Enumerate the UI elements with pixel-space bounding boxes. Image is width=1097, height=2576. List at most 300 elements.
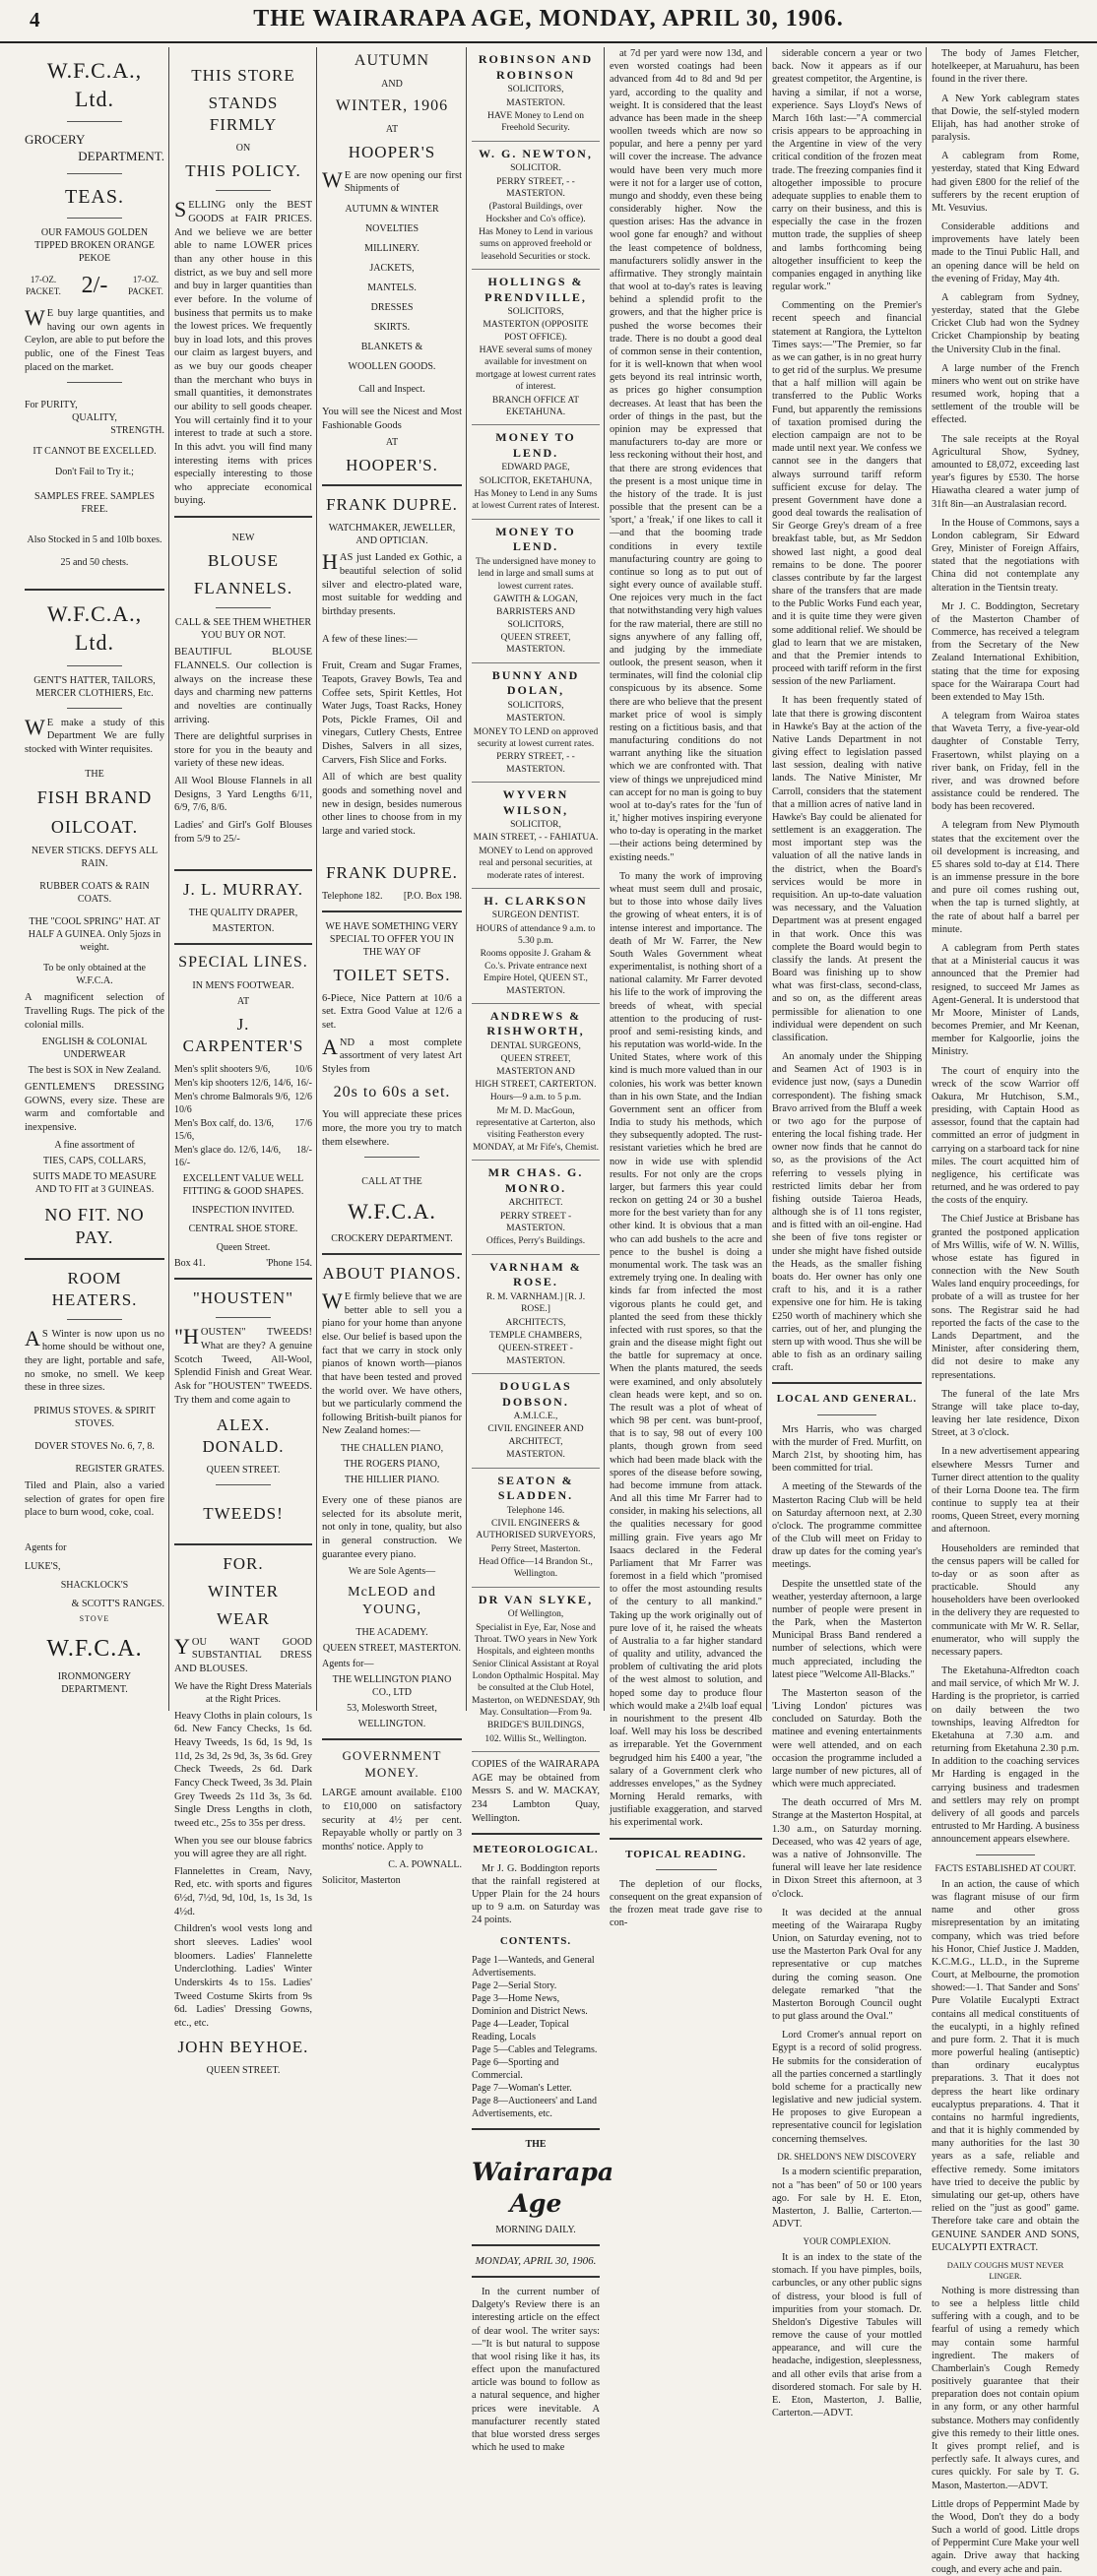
tea-description: OUR FAMOUS GOLDEN TIPPED BROKEN ORANGE PEKOE: [34, 226, 155, 264]
masthead: [0, 0, 1097, 43]
po-box-label: [P.O. Box 198.: [403, 890, 462, 902]
at-label: AT: [385, 437, 399, 449]
register-text: REGISTER GRATES.: [75, 1463, 164, 1475]
news-paragraph: A cablegram from Rome, yesterday, stated that King Edward had given £800 for the relief of the sufferers by the recent eruption of Mt. Vesuvius.: [932, 151, 1079, 214]
professional-ad: [472, 1004, 600, 1161]
rogers-text: THE ROGERS PIANO,: [344, 1459, 440, 1471]
divider: [322, 484, 462, 486]
underwear-text: ENGLISH & COLONIAL UNDERWEAR: [41, 1037, 148, 1061]
pianos-heading: ABOUT PIANOS.: [322, 1263, 462, 1283]
professional-ad: [472, 889, 600, 1004]
edition-date: MONDAY, APRIL 30, 1906.: [475, 2254, 597, 2267]
wfca-heading: W.F.C.A.: [348, 1199, 436, 1225]
hoopers-heading: HOOPER'S.: [346, 456, 438, 475]
shoe-price: 16/-: [295, 1078, 312, 1090]
ad-line: MASTERTON.: [506, 97, 565, 108]
challen-text: THE CHALLEN PIANO,: [340, 1443, 444, 1455]
shoe-price: 12/6: [294, 1092, 312, 1103]
carpenter-heading: J. CARPENTER'S: [182, 1015, 304, 1056]
ad-line: SOLICITORS,: [507, 307, 564, 318]
hooper-item: JACKETS,: [369, 262, 415, 274]
ad-line: Perry Street, Masterton.: [490, 1543, 581, 1554]
box-label: Box 41.: [174, 1258, 206, 1270]
ad-line: Mr M. D. MacGoun, representative at Carterton, also visiting Featherston every MONDAY, at Mr Fife's, Chemist.: [472, 1105, 600, 1153]
divider: [817, 1414, 877, 1415]
contents-item: Page 3—Home News, Dominion and District News.: [472, 1992, 588, 2017]
opening-text: WE are now opening our first Shipments of: [322, 166, 462, 195]
special-text: WE HAVE SOMETHING VERY SPECIAL TO OFFER YOU IN THE WAY OF: [325, 920, 459, 958]
complete-text: AND a most complete assortment of very latest Art Styles from: [322, 1034, 462, 1075]
news-paragraph: The court of enquiry into the wreck of the scow Warrior off Oakura, Mr Hutchison, S.M., presiding, with Captain Hood as assessor, found that the captain had committed an error of judgment in carrying on a starboard tack for nine miles. The court acquitted him of negligence, his certificate was returned, and he was ordered to pay the costs of the enquiry.: [932, 1065, 1079, 1207]
ad-line: Has Money to Lend in any Sums at lowest Current rates of Interest.: [472, 489, 600, 512]
divider: [976, 1854, 1035, 1855]
quality-label: QUALITY,: [72, 412, 117, 424]
chests-text: 25 and 50 chests.: [60, 557, 129, 569]
lukes-label: LUKE'S,: [25, 1560, 61, 1572]
masterton-text: MASTERTON.: [212, 923, 275, 935]
ad-line: HOURS of attendance 9 a.m. to 5.30 p.m.: [476, 923, 596, 947]
contents-heading: CONTENTS.: [499, 1935, 572, 1948]
wfca-heading: W.F.C.A., Ltd.: [46, 58, 143, 111]
facts-heading: FACTS ESTABLISHED AT COURT.: [935, 1863, 1076, 1874]
hooper-item: BLANKETS &: [360, 341, 423, 352]
divider: [772, 1382, 922, 1384]
topical-reading-heading: TOPICAL READING.: [625, 1848, 746, 1860]
ad-line: Offices, Perry's Buildings.: [485, 1236, 586, 1247]
call-at-text: CALL AT THE: [361, 1176, 422, 1188]
mcleod-heading: McLEOD and YOUNG,: [348, 1585, 436, 1618]
contents-item: Page 7—Woman's Letter.: [472, 2082, 572, 2094]
facts-text: In an action, the cause of which was flagrant misuse of our firm name and other gross misrepresentation by an imitating company, which was tried before his Honor, Chief Justice J. Madden, K.C.M.G., LL.D., in the Supreme Court, at Melbourne, the promotion showed:—1. That Sander and Sons' Pure Volatile Eucalypti Extract contains all medical constituents of the eucalypti, in a highly refined and pure form. 2. That it is much more powerful healing (antiseptic) than ordinary eucalyptus preparations. 3. That it does not depress the heart like ordinary eucalyptus preparations. 4. That it contains no harmful ingredients, and that it is highly commended by many authorities for the last 30 years as a safe, reliable and effective remedy. Some imitators have tried to deceive the public by simulating our get-up, others have relied on the "just as good" game. Therefore take care and obtain the GENUINE SANDER AND SONS, EUCALYPTI EXTRACT.: [932, 1878, 1079, 2253]
divider: [656, 1869, 717, 1870]
government-money-heading: GOVERNMENT MONEY.: [342, 1747, 442, 1780]
meteorological-text: Mr J. G. Boddington reports that the rainfall registered at Upper Plain for the 24 hours up to 9 a.m. on Saturday was 24 points.: [472, 1862, 600, 1926]
local-paragraph: Lord Cromer's annual report on Egypt is a record of solid progress. He submits for the consideration of all the parties concerned a startlingly bold scheme for a practically new legislative and new judicial system. He proposes to give European a representative council for legislation concerning themselves.: [772, 2030, 922, 2145]
ad-line: HIGH STREET, CARTERTON.: [475, 1080, 597, 1091]
toilet-sets-heading: TOILET SETS.: [333, 965, 451, 984]
shoe-price-row: [174, 1144, 312, 1169]
ad-line: SOLICITOR, EKETAHUNA,: [479, 475, 593, 486]
professional-ad: [472, 1161, 600, 1255]
queen-street-text: Queen Street.: [216, 1242, 271, 1254]
article-paragraph: siderable concern a year or two back. Now it appears as if our greatest competitor, the Argentine, is having a similar, if not a worse, experience. Says Lloyd's News of March 16th last:—"A commercial crisis appears to be approaching in the Argentine in view of the very critical condition of the frozen meat trade. The freezing companies find it altogether impossible to procure adequate supplies to enable them to carry on their business, and this is especially the case in the frozen mutton trade, the supplies of sheep and lambs forthcoming being altogether insufficient to keep the companies engaged in anything like regular work.": [772, 48, 922, 293]
pianos-text: WE firmly believe that we are better able to sell you a piano for your home than anyone else. Our belief is based upon the fact that we carry in stock only pianos of known worth—pianos that have been tested and proved the world over. We have others, but we particularly commend the following British-built pianos for New Zealand homes:—: [322, 1288, 462, 1437]
ad-line: SOLICITORS,: [507, 700, 564, 711]
cool-spring-text: THE "COOL SPRING" HAT. AT HALF A GUINEA. Only 5jozs in weight.: [28, 916, 161, 954]
watchmaker-text: WATCHMAKER, JEWELLER, AND OPTICIAN.: [328, 523, 456, 547]
complexion-heading: YOUR COMPLEXION.: [803, 2236, 891, 2247]
appreciate-text: You will appreciate these prices more, the more you try to match them elsewhere.: [322, 1109, 462, 1148]
contents-item: Page 1—Wanteds, and General Advertisements.: [472, 1954, 595, 1979]
excelled-text: IT CANNOT BE EXCELLED.: [32, 446, 157, 458]
housten-text: "HOUSTEN" TWEEDS! What are they? A genuine Scotch Tweed, All-Wool, Splendid Finish and Great Wear. Ask for "HOUSTEN" TWEEDS. Try them and come again to: [174, 1324, 312, 1406]
professional-ad: [472, 1374, 600, 1469]
ad-line: Specialist in Eye, Ear, Nose and Throat. TWO years in New York Hospitals, and eighteen months Senior Clinical Assistant at Royal London Opthalmic Hospital. May be consulted at the Club Hotel, Masterton, on WEDNESDAY, 9th May. Consultation—From 9a.: [472, 1622, 600, 1719]
professional-ad: [472, 270, 600, 425]
ad-line: 102. Willis St., Wellington.: [484, 1733, 587, 1744]
samples-text: SAMPLES FREE. SAMPLES FREE.: [34, 491, 155, 516]
special-lines-heading: SPECIAL LINES.: [178, 954, 308, 972]
beautiful-text: BEAUTIFUL BLOUSE FLANNELS. Our collection is always on the increase these days and charming new patterns and novelties are continually arriving.: [174, 647, 312, 725]
ad-line: MASTERTON.: [506, 714, 565, 724]
telephone-label: Telephone 182.: [322, 890, 383, 902]
packet-label: 17-OZ. PACKET.: [26, 274, 61, 296]
wool-text: All Wool Blouse Flannels in all Designs, 3 Yard Lengths 6/11, 6/9, 7/6, 8/6.: [174, 776, 312, 814]
room-heaters-text: AS Winter is now upon us no home should be without one, they are light, portable and safe, no smoke, no smell. We keep these in three sizes.: [25, 1325, 164, 1394]
wfca-heading: W.F.C.A., Ltd.: [46, 601, 143, 655]
purity-label: For PURITY,: [25, 400, 78, 411]
hooper-item: SKIRTS.: [373, 321, 411, 333]
wellington-piano-text: THE WELLINGTON PIANO CO., LTD: [332, 1673, 452, 1698]
contents-item: Page 5—Cables and Telegrams.: [472, 2043, 598, 2055]
box-phone-row: [174, 1257, 312, 1270]
news-paragraph: The body of James Fletcher, hotelkeeper, at Maruahuru, has been found in the river there.: [932, 48, 1079, 86]
packet-label: 17-OZ. PACKET.: [128, 274, 163, 296]
housten-heading: "HOUSTEN": [192, 1288, 294, 1308]
divider: [174, 869, 312, 871]
divider: [174, 516, 312, 518]
ad-line: Hours—9 a.m. to 5 p.m.: [489, 1093, 582, 1103]
divider: [472, 2128, 600, 2130]
selling-text: SELLING only the BEST GOODS at FAIR PRICES. And we believe we are better able to name LOWER prices than any other house in this district, as we buy and sell more and buy in larger quantities than ever before. In the volume of business that permits us to make the lowest prices. We frequently buy in load lots, and this proves our claim as largest buyers, and as we buy our goods cheaper than the merchant who buys in small quantities, it demonstrates our ability to sell goods cheaper. You will certainly find it to your interest to trade at such a store. In this advt. you will find many interesting items with prices especially interesting to those who appreciate economical buying.: [174, 197, 312, 507]
ad-line: GAWITH & LOGAN,: [493, 594, 578, 604]
article-paragraph: It has been frequently stated of late that there is growing discontent in Hawke's Bay at the action of the Native Lands Department in not giving effect to legislation passed last session, dealing with native lands. The Native Minister, Mr Carroll, considers that the statement that a million acres of native land in Hawke's Bay could be alienated for settlement is an exaggeration. The most important step was the valuation of all the native lands in the district, when the Board's services would be more in requisition. An up-to-date valuation was necessary, and the Valuation Department was at present engaged in that work. Once this was complete the Board would begin to classify the lands. At present the Board was finishing up to show what was first-class, second-class, and so on, as the different areas permissible for alienation to one individual were dependent on such classification.: [772, 695, 922, 1043]
oilcoat-heading: OILCOAT.: [50, 816, 139, 837]
landed-text: HAS just Landed ex Gothic, a beautiful selection of solid silver and electro-plated ware, most suitable for wedding and birthday presents.: [322, 549, 462, 617]
molesworth-text: 53, Molesworth Street,: [347, 1702, 437, 1714]
cough-heading: DAILY COUGHS MUST NEVER LINGER.: [946, 2259, 1065, 2281]
ad-name: BUNNY AND DOLAN,: [491, 667, 580, 698]
ad-line: PERRY STREET, - - MASTERTON.: [496, 752, 575, 775]
professional-ad: [472, 663, 600, 783]
pownall-text: C. A. POWNALL.: [388, 1858, 462, 1870]
tea-price: 2/-: [81, 272, 108, 298]
ad-line: MASTERTON (OPPOSITE POST OFFICE).: [483, 320, 589, 343]
ironmongery-text: IRONMONGERY DEPARTMENT.: [57, 1671, 132, 1696]
gowns-text: GENTLEMEN'S DRESSING GOWNS, every size. These are warm and comfortable and inexpensive.: [25, 1082, 164, 1134]
ad-line: CIVIL ENGINEERS & AUTHORISED SURVEYORS,: [476, 1519, 596, 1541]
ad-line: CIVIL ENGINEER AND ARCHITECT,: [487, 1424, 584, 1447]
ad-line: SOLICITORS,: [507, 85, 564, 95]
shoe-price-row: [174, 1077, 312, 1090]
copies-text: COPIES of the WAIRARAPA AGE may be obtained from Messrs S. and W. MACKAY, 234 Lambton Quay, Wellington.: [472, 1759, 600, 1824]
ad-line: MONEY TO LEND on approved security at lowest current rates.: [473, 726, 599, 749]
local-paragraph: The death occurred of Mrs M. Strange at the Masterton Hospital, at 1.30 a.m., on Saturday morning. Deceased, who was 42 years of age, was a native of Johnsonville. The funeral will leave her late residence in Dixon Street this afternoon, at 3 o'clock.: [772, 1797, 922, 1900]
professional-ad: [472, 47, 600, 142]
hatter-text: GENT'S HATTER, TAILORS, MERCER CLOTHIERS, Etc.: [33, 674, 156, 699]
beyhoe-heading: JOHN BEYHOE.: [177, 2037, 309, 2056]
hooper-item: AUTUMN & WINTER: [345, 203, 439, 215]
golf-text: Ladies' and Girl's Golf Blouses from 5/9 to 25/-: [174, 819, 312, 845]
ad-line: EDWARD PAGE,: [501, 463, 570, 473]
ad-line: (Pastoral Buildings, over Hocksher and Co's office).: [485, 202, 586, 224]
winter-heading: WINTER: [207, 1581, 280, 1601]
hooper-item: MANTELS.: [367, 282, 417, 293]
at-label: AT: [385, 123, 399, 135]
ad-line: MONEY to Lend on approved real and personal securities, at moderate rates of interest.: [479, 846, 593, 881]
news-paragraph: The sale receipts at the Royal Agricultural Show, Sydney, amounted to £8,072, exceeding last year's figures by £530. The horse Hiawatha cleared a water jump of 31ft 8in—an Australasian record.: [932, 433, 1079, 510]
rugs-text: A magnificent selection of Travelling Rugs. The pick of the colonial mills.: [25, 992, 164, 1031]
tins-text: Also Stocked in 5 and 10lb boxes.: [27, 534, 162, 546]
queen-street-text: QUEEN STREET.: [206, 2064, 281, 2076]
shoe-price: 17/6: [294, 1118, 312, 1130]
ad-name: SEATON & SLADDEN.: [497, 1473, 574, 1503]
the-label: THE: [85, 769, 104, 781]
stands-heading: STANDS FIRMLY: [208, 94, 279, 135]
ad-name: DOUGLAS DOBSON.: [499, 1378, 572, 1409]
col6-article: [772, 47, 922, 1374]
divider: [216, 1484, 271, 1485]
agents-for-text: Agents for—: [322, 1658, 374, 1669]
professional-ad: [472, 142, 600, 270]
column-3: [317, 47, 467, 1886]
ad-line: QUEEN STREET, MASTERTON AND: [496, 1054, 575, 1077]
ad-line: Rooms opposite J. Graham & Co.'s. Private entrance next Empire Hotel, QUEEN ST., MASTERTON.: [480, 949, 592, 996]
column-1: [20, 47, 169, 1711]
hooper-item: NOVELTIES: [364, 222, 419, 234]
sheldon-text: Is a modern scientific preparation, not a "has been" of 50 or 100 years ago. For sale by H. E. Eton, Masterton, J. Ballie, Carterton.—ADVT.: [772, 2167, 922, 2230]
hooper-item: DRESSES: [370, 301, 414, 313]
column-7: [927, 47, 1084, 2575]
ad-name: DR VAN SLYKE,: [478, 1592, 594, 1606]
ad-name: W. G. NEWTON,: [479, 146, 593, 160]
article-paragraph: at 7d per yard were now 13d, and even worsted coatings had been advanced from 4d to 8d and 9d per yard, according to the quality and weight. It is considered that the least advance has been made in the sheep woollen tweeds which are now so popular, and here a penny per yard will cover the increase. The advance would have been very much more were it not for a larger use of cotton, mungo and shoddy, even these being considerably higher. Now the question arises: Has the advance in wool gone far enough? and without the least competence of boldness, manufacturers solidly answer in the affirmative. They strongly maintain that wool at to-day's rates is leaving behind a splendid profit to the growers, and that the higher price is pushed the worse becomes their trade. There is no doubt a good deal of common sense in their contention, for it is well-known that when wool gets beyond its real intrinsic worth, as prices go higher consumption decreases. At least that has been the order of things in the past, but the opinion may be expressed that manufacturers to-day are more or less reckoning without their host, and that there are strong evidences that the present is a most unique time in the history of the trade. It is just possible that the present can be a 'sport,' a 'freak,' if one likes to call it—and that the booming trade conditions in every textile manufacturing country are going to continue so long as to put out of sight every ounce of available stuff. One rejoices very much in the fact that notwithstanding very high values for the raw material, there are still no signs anywhere of any falling off, and judging by the immediate outlook, the present season, when it terminates, will find the colonial clip conspicuous by its absence. Some there are who believe that the present market price of wool is simply resting on a fictitious basis, and that manufacturing conditions do not warrant anything like the situation which we are confronted with. That view of things we unprejudiced mind can accept for no man is going to buy wool at to-day's rates for the 'fun of it,' higher motives inspiring everyone who to-day is operating in the market—their actions being determined by existing needs.": [610, 48, 763, 863]
tea-price-row: [25, 271, 164, 301]
policy-heading: THIS POLICY.: [185, 161, 301, 181]
local-paragraph: It was decided at the annual meeting of the Wairarapa Rugby Union, on Saturday evening, not to use the Masterton Park Oval for any representative or cup matches during the coming season. One delegate remarked "that the Masterton Borough Council ought to put glass around the Oval.": [772, 1907, 922, 2023]
when-text: When you see our blouse fabrics you will agree they are all right.: [174, 1835, 312, 1860]
ad-line: Head Office—14 Brandon St., Wellington.: [479, 1557, 593, 1580]
news-paragraph: In the House of Commons, says a London cablegram, Sir Edward Grey, Minister of Foreign Affairs, stated that the negotiations with China did not contemplate any alteration in the Tientsin treaty.: [932, 517, 1079, 594]
shoe-price-row: [174, 1063, 312, 1076]
shoe-item: Men's chrome Balmorals 9/6, 10/6: [174, 1092, 290, 1116]
ad-name: HOLLINGS & PRENDVILLE,: [484, 274, 587, 304]
draper-text: THE QUALITY DRAPER,: [188, 908, 298, 919]
ad-line: Has Money to Lend in various sums on approved freehold or leasehold Securities or stock.: [479, 226, 593, 262]
divider: [364, 1157, 420, 1158]
ad-line: PERRY STREET - MASTERTON.: [499, 1211, 572, 1233]
newspaper-flag: Wairarapa Age: [472, 2157, 614, 2219]
divider: [67, 121, 123, 122]
shacklock-label: SHACKLOCK'S: [60, 1579, 129, 1591]
divider: [322, 1738, 462, 1740]
meteorological-heading: METEOROLOGICAL.: [473, 1844, 599, 1856]
professional-ad: [472, 425, 600, 520]
contents-item: Page 6—Sporting and Commercial.: [472, 2056, 559, 2081]
sheldon-heading: DR. SHELDON'S NEW DISCOVERY: [777, 2151, 917, 2162]
phone-label: 'Phone 154.: [266, 1258, 312, 1270]
suits-text: SUITS MADE TO MEASURE AND TO FIT at 3 GUINEAS.: [32, 1170, 157, 1195]
dover-text: DOVER STOVES No. 6, 7, 8.: [34, 1440, 155, 1452]
ad-name: ANDREWS & RISHWORTH,: [486, 1008, 585, 1038]
for-heading: FOR.: [223, 1553, 264, 1573]
dupre-heading: FRANK DUPRE.: [326, 862, 458, 882]
hillier-text: THE HILLIER PIANO.: [344, 1475, 440, 1486]
and-label: AND: [381, 78, 403, 90]
all-text: All of which are best quality goods and something novel and new in design, besides numerous other lines to choose from in my large and varied stock.: [322, 772, 462, 837]
shoe-price-row: [174, 1091, 312, 1116]
shoe-price-row: [174, 1117, 312, 1143]
room-heaters-heading: ROOM HEATERS.: [51, 1268, 138, 1309]
news-paragraph: The funeral of the late Mrs Strange will take place to-day, leaving her late residence, Dixon Street, at 3 o'clock.: [932, 1388, 1079, 1439]
primus-text: PRIMUS STOVES. & SPIRIT STOVES.: [33, 1405, 156, 1429]
ad-line: HAVE several sums of money available for investment on mortgage at lowest current rates of interest.: [476, 346, 596, 393]
call-inspect-text: Call and Inspect.: [358, 383, 425, 395]
divider: [610, 1838, 762, 1840]
news-paragraph: A cablegram from Perth states that at a Ministerial caucus it was announced that the Premier had resigned, to succeed Mr James as Agent-General. It is understood that Mr Moore, Minister of Lands, becomes Premier, and Mr Keenan, member for Kalgoorlie, joins the Ministry.: [932, 943, 1079, 1058]
complexion-text: It is an index to the state of the stomach. If you have pimples, boils, carbuncles, or any other public signs of distress, your blood is full of impurities from your stomach. Dr. Sheldon's Digestive Tabules will remove the cause of your mottled appearance, and will cure the headache, indigestion, sleeplessness, and all other evils that arise from a disordered stomach. For sale by H. E. Eton, Masterton, J. Ballie, Carterton.—ADVT.: [772, 2252, 922, 2419]
tel-box-row: [322, 890, 462, 903]
murray-heading: J. L. MURRAY.: [182, 880, 304, 900]
professional-ads: [472, 47, 600, 1752]
assortment-text: A fine assortment of: [54, 1139, 135, 1151]
ad-line: TEMPLE CHAMBERS,: [489, 1330, 582, 1341]
hoopers-heading: HOOPER'S: [348, 142, 436, 161]
right-text: We have the Right Dress Materials at the Right Prices.: [174, 1680, 312, 1705]
professional-ad: [472, 1588, 600, 1752]
call-text: CALL & SEE THEM WHETHER YOU BUY OR NOT.: [174, 617, 312, 642]
agents-label: Agents for: [25, 1541, 67, 1553]
delight-text: There are delightful surprises in store for you in the beauty and variety of these new ideas.: [174, 731, 312, 770]
grocery-label: GROCERY: [25, 132, 86, 148]
column-5: [605, 47, 767, 1929]
shoe-item: Men's glace do. 12/6, 14/6, 16/-: [174, 1145, 282, 1169]
excellent-text: EXCELLENT VALUE WELL FITTING & GOOD SHAPES.: [182, 1173, 304, 1198]
sole-text: We are Sole Agents—: [348, 1566, 436, 1578]
ad-line: MAIN STREET, - - FAHIATUA.: [473, 833, 599, 844]
rubber-text: RUBBER COATS & RAIN COATS.: [39, 881, 150, 906]
queen-street-text: QUEEN STREET, MASTERTON.: [322, 1642, 462, 1654]
contents-item: Page 8—Auctioneers' and Land Advertisements, etc.: [472, 2095, 598, 2119]
local-paragraph: Despite the unsettled state of the weather, yesterday afternoon, a large number of people were present in the Park, when the Masterton Municipal Brass Band rendered a number of selections, which were much appreciated, including the latest piece "Welcome All-Blacks.": [772, 1578, 922, 1680]
professional-ad: [472, 783, 600, 889]
ad-line: R. M. VARNHAM.] [R. J. ROSE.]: [485, 1291, 586, 1315]
central-text: CENTRAL SHOE STORE.: [188, 1224, 298, 1235]
divider: [25, 1258, 164, 1260]
shoe-price: 10/6: [294, 1064, 312, 1076]
children-text: Children's wool vests long and short sleeves. Ladies' wool bloomers. Ladies' Flannelette Underclothing. Ladies' Winter Underskirts 4s to 15s. Ladies' Tweed Costume Skirts from 9s 6d. Ladies' Dressing Gowns, etc., etc.: [174, 1923, 312, 2029]
divider: [67, 382, 123, 383]
best-text: The best is SOX in New Zealand.: [28, 1065, 161, 1077]
ad-line: DENTAL SURGEONS,: [490, 1041, 581, 1052]
contents-item: Page 2—Serial Story.: [472, 1979, 557, 1991]
solicitor-text: Solicitor, Masterton: [322, 1874, 401, 1886]
article-paragraph: To many the work of improving wheat must seem dull and prosaic, but to those into whose daily lives the growing of wheat enters, it is of intense interest and importance. The death of Mr W. Farrer, the New South Wales Government wheat experimentalist, is nothing short of a national calamity. Mr Farrer devoted his life to the work of improving the breeds of wheat, with special attention to the producing of rust-proof and semi-resisting kinds, and his reputation was world-wide. In the United States, where work of this kind is much more valued than in our colonies, his work was better known than in his own State, and the Indian Government sent an officer from India to study his methods, which they subsequently adopted. The rust-resistant varieties which he bred are now in wide use with splendid results. For not only are the crops larger, but farmers this year could reckon on getting 24 or 30 a bushel more for the best variety than for any other kind. It is obvious that a man who can add bushels to the acre and pence to the bushel is doing a monumental work. The task was an extremely trying one. In dealing with kinds far from infected the most vigorous plants he could get, and planted the seed from these thickly infected with rust spores, so that the grain and the disease might fight out the battle for supremacy at once. When the plants matured, the seeds were examined, and only absolutely clean heads were kept, and so on. The result was a plot of wheat of which 98 per cent. was bunt-proof, that is to say, 98 out of every 100 plants, though grown from seed which had been made black with the spores of the disease before sowing, had become immune from attack. And all this time Mr Farrer had to consider, in making his selections, all the qualities necessary for good milling grain. Five years ago Mr Isaacs declared in the Federal Parliament that Mr Farrer was foremost in a field which "promised to offer the most astounding results of the century to all mankind." Taking up the work originally out of pure love of it, he raised the wheats of Australia to a far higher standard of quality and utility, advanced the problem of cultivating the arid plots of the west almost to solution, and hoped some day to produce flour which would make a 2¼lb loaf equal in nourishment to the present 4lb loaf. Well may his loss be described as irreparable. Yet the Government begrudged him his £400 a year, "the salary of a Government clerk who addresses envelopes," as the Sydney Morning Herald remarks, with justifiable exaggeration, and starved his experimental work.: [610, 870, 762, 1829]
col5-article: [610, 47, 762, 1830]
shoe-price-list: [174, 1063, 312, 1169]
shoe-item: Men's kip shooters 12/6, 14/6,: [174, 1078, 293, 1090]
hooper-item: WOOLLEN GOODS.: [348, 360, 436, 372]
try-text: Don't Fail to Try it.;: [55, 467, 134, 478]
tea-buy-text: WE buy large quantities, and having our own agents in Ceylon, are able to put before the public, one of the Finest Teas placed on the market.: [25, 305, 164, 373]
news-paragraph: Householders are reminded that the census papers will be called for to-day or as soon after as practicable. Should any householders have been overlooked in the delivery they are requested to communicate with Mr W. R. Sellar, enumerator, who will supply the necessary papers.: [932, 1542, 1079, 1658]
ad-name: VARNHAM & ROSE.: [489, 1259, 582, 1289]
page-number: 4: [30, 8, 40, 31]
divider: [174, 1278, 312, 1280]
column-2: [169, 47, 317, 2076]
inspection-text: INSPECTION INVITED.: [192, 1205, 294, 1217]
professional-ad: [472, 1255, 600, 1374]
ad-name: MONEY TO LEND.: [495, 524, 576, 554]
divider: [67, 173, 123, 174]
divider: [174, 1543, 312, 1545]
divider: [472, 2276, 600, 2278]
ad-line: ARCHITECT.: [508, 1198, 563, 1209]
ad-line: SOLICITOR,: [510, 820, 561, 831]
academy-text: THE ACADEMY.: [355, 1626, 428, 1638]
wear-heading: WEAR: [216, 1608, 271, 1628]
autumn-heading: AUTUMN: [354, 52, 430, 69]
scott-label: & SCOTT'S RANGES.: [71, 1598, 164, 1609]
divider: [67, 708, 123, 709]
col7-article: [932, 47, 1079, 1847]
leader-text: In the current number of Dalgety's Review there is an interesting article on the effect of dear wool. The writer says:—"It is but natural to suppose that wool rising like it has, its effect upon the manufactured article was bound to follow as a natural sequence, and higher prices were inevitable. A manufacturer recently stated that blue worsted dress serges which he used to make: [472, 2287, 600, 2454]
local-general-heading: LOCAL AND GENERAL.: [776, 1393, 918, 1406]
nicest-text: You will see the Nicest and Most Fashionable Goods: [322, 406, 462, 431]
divider: [216, 607, 271, 608]
ad-name: MONEY TO LEND.: [495, 430, 576, 460]
ad-line: Of Wellington,: [507, 1609, 564, 1620]
ad-line: Telephone 146.: [506, 1505, 565, 1516]
flannels-heading: FLANNELS.: [193, 579, 293, 598]
page-title: THE WAIRARAPA AGE, MONDAY, APRIL 30, 1906.: [253, 6, 844, 31]
news-paragraph: A New York cablegram states that Dowie, the self-styled modern Elijah, has had another stroke of paralysis.: [932, 93, 1079, 144]
cough-text: Nothing is more distressing than to see a helpless little child suffering with a cough, and to be fearful of using a remedy which may contain some harmful ingredient. The makers of Chamberlain's Cough Remedy positively guarantee that their preparation does not contain opium in any form, or any other harmful substance. Mothers may confidently give this remedy to their little ones. It gives prompt relief, and is perfectly safe. It always cures, and cures quickly. For sale by T. G. Mason, Masterton.—ADVT.: [932, 2285, 1079, 2491]
at-label: AT: [236, 996, 250, 1008]
divider: [25, 589, 164, 591]
news-paragraph: A cablegram from Sydney, yesterday, stated that the Glebe Cricket Club had won the Sydney Cricket Championship by beating the University Club in the final.: [932, 291, 1079, 355]
article-paragraph: Commenting on the Premier's recent speech and financial statement at Rangiora, the Lyttelton Times says:—"The Premier, so far as we can gather, is in no great hurry to get rid of the surplus. We presume that a half million will again be transferred to the Public Works Fund, but apparently the remissions of taxation promised during the election campaign are not to be made until next year. We confess we cannot see in the dangers that always surround tariff reform sufficient excuse for delay. The present Government have done a good deal towards the realisation of Sir George Grey's dream of a free breakfast table, but, as Mr Seddon showed last night, a good deal remains to be done. The poorer classes contribute by far the largest share of the transfers that are made to the Public Works Fund each year, and it is quite time they were given some additional relief. We should be glad to learn that we are mistaken, and that the Premier intends to proceed with tariff reform in the first session of the new Parliament.: [772, 300, 922, 688]
local-paragraph: The Masterton season of the 'Living London' pictures was concluded on Saturday. Both the matinee and evening entertainments were well attended, and on each occasion the programme included a large number of new pictures, all of which were much appreciated.: [772, 1687, 922, 1791]
ad-line: SURGEON DENTIST.: [491, 911, 580, 921]
fruit-text: Fruit, Cream and Sugar Frames, Teapots, Gravey Bowls, Tea and Coffee sets, Spirit Kettles, Hot Water Jugs, Toast Racks, Honey Pots, Pickle Frames, Oil and vinegars, Cutlery Chests, Entree Dishes, Salvers in all sizes, Carvers, Fish Slice and Forks.: [322, 660, 462, 766]
news-paragraph: Mr J. C. Boddington, Secretary of the Masterton Chamber of Commerce, has received a telegram from the Secretary of the New Zealand International Exhibition, stating that the time for exposing space for the Wairarapa Court had been extended to May 15th.: [932, 600, 1079, 703]
shoe-item: Men's Box calf, do. 13/6, 15/6,: [174, 1118, 274, 1143]
column-6: [767, 47, 927, 2419]
strength-label: STRENGTH.: [110, 425, 164, 437]
ad-line: ARCHITECTS,: [505, 1317, 566, 1328]
divider: [67, 1319, 123, 1320]
news-paragraph: A telegram from Wairoa states that Waveta Terry, a five-year-old daughter of Constable Terry, Frasertown, whilst playing on a river bank, on Friday, fell in the river, and was drowned before assistance could be rendered. The body has been recovered.: [932, 711, 1079, 813]
divider: [216, 1317, 271, 1318]
divider: [67, 218, 123, 219]
divider: [216, 190, 271, 191]
news-paragraph: A telegram from New Plymouth states that the excitement over the oil development is increasing, and £5 shares sold to-day at £14. There is an immense pressure in the bore and pure oil comes rushing out, when the tap is turned slightly, at the rate of about half a barrel per minute.: [932, 820, 1079, 935]
ad-line: BRIDGE'S BUILDINGS,: [486, 1721, 585, 1731]
ad-name: WYVERN WILSON,: [502, 786, 569, 817]
want-text: YOU WANT GOOD SUBSTANTIAL DRESS AND BLOUSES.: [174, 1633, 312, 1675]
ad-line: BRANCH OFFICE AT EKETAHUNA.: [491, 395, 580, 417]
shoe-item: Men's split shooters 9/6,: [174, 1064, 271, 1076]
department-label: DEPARTMENT.: [78, 149, 164, 164]
news-paragraph: The Chief Justice at Brisbane has granted the postponed application of Mrs Willis, wife of W. N. Willis, whose estate has figured in connection with the New South Wales land enquiry proceedings, for probate of a will as trustee for her sons. The Registrar said he had reported the facts of the case to the Lands Department, and the Minister, after considering them, did not desire to make any representations.: [932, 1214, 1079, 1381]
ad-line: PERRY STREET, - - MASTERTON.: [496, 176, 575, 199]
professional-ad: [472, 1469, 600, 1588]
ad-name: ROBINSON AND ROBINSON: [478, 52, 594, 82]
never-sticks-text: NEVER STICKS. DEFYS ALL RAIN.: [31, 846, 159, 870]
ad-line: HAVE Money to Lend on Freehold Security.: [487, 110, 584, 134]
morning-daily-text: MORNING DAILY.: [495, 2224, 576, 2235]
contents-list: [472, 1954, 600, 2120]
crockery-text: CROCKERY DEPARTMENT.: [331, 1232, 453, 1244]
new-label: NEW: [231, 533, 255, 544]
ad-line: SOLICITOR.: [510, 163, 561, 174]
few-lines-text: A few of these lines:—: [322, 633, 418, 645]
local-paragraph: Mrs Harris, who was charged with the murder of Fred. Murfitt, on March 21st, by shooting him, has been committed for trial.: [772, 1423, 922, 1475]
local-paragraph: A meeting of the Stewards of the Masterton Racing Club will be held on Saturday afternoon next, at 2.30 o'clock. The programme committee of the Club will meet on Friday to draw up dates for the coming year's meetings.: [772, 1481, 922, 1571]
tiled-text: Tiled and Plain, also a varied selection of grates for open fire place to burn wood, coke, coal.: [25, 1479, 164, 1519]
ad-line: QUEEN STREET, MASTERTON.: [500, 633, 571, 656]
